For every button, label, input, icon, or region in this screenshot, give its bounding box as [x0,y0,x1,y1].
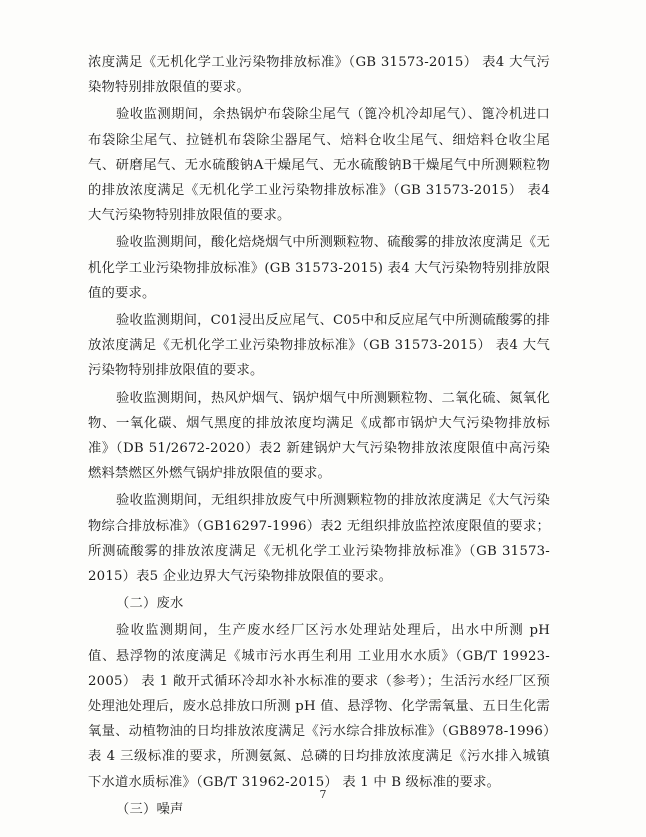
paragraph-leaching-tail-gas: 验收监测期间，C01浸出反应尾气、C05中和反应尾气中所测硫酸雾的排放浓度满足《无机化学工业污染物排放标准》（GB 31573-2015） 表4 大气污染物特别排放限值的要求。 [88,313,550,379]
paragraph-wastewater: 验收监测期间，生产废水经厂区污水处理站处理后，出水中所测 pH 值、悬浮物的浓度满足《城市污水再生利用 工业用水水质》（GB/T 19923-2005） 表 1 敞开式循环冷却水补水标准的要求（参考）；生活污水经厂区预处理池处理后，废水总排放口所测 pH 值、悬浮物、化学需氧量、五日生化需氧量、动植物油的日均排放浓度满足《污水综合排放标准》（GB8978-1996）表 4 三级标准的要求，所测氨氮、总磷的日均排放浓度满足《污水排入城镇下水道水质标准》（GB/T 31962-2015） 表 1 中 B 级标准的要求。 [88,623,550,790]
paragraph-continuation: 浓度满足《无机化学工业污染物排放标准》（GB 31573-2015） 表4 大气污染物特别排放限值的要求。 [88,55,550,96]
paragraph-dust-emissions: 验收监测期间，余热锅炉布袋除尘尾气（篦冷机冷却尾气）、篦冷机进口布袋除尘尾气、拉链机布袋除尘器尾气、焙料仓收尘尾气、细焙料仓收尘尾气、研磨尾气、无水硫酸钠A干燥尾气、无水硫酸钠B干燥尾气中所测颗粒物的排放浓度满足《无机化学工业污染物排放标准》（GB 31573-2015） 表4 大气污染物特别排放限值的要求。 [88,107,550,224]
section-heading-wastewater: （二）废水 [116,596,184,612]
page-number: 7 [319,788,327,801]
document-body [88,50,550,824]
paragraph-fugitive-emissions: 验收监测期间，无组织排放废气中所测颗粒物的排放浓度满足《大气污染物综合排放标准》（GB16297-1996）表2 无组织排放监控浓度限值的要求；所测硫酸雾的排放浓度满足《无机化学工业污染物排放标准》（GB 31573-2015）表5 企业边界大气污染物排放限值的要求。 [88,493,550,585]
section-heading-noise: （三）噪声 [116,801,184,817]
paragraph-boiler-flue-gas: 验收监测期间，热风炉烟气、锅炉烟气中所测颗粒物、二氧化硫、氮氧化物、一氧化碳、烟气黑度的排放浓度均满足《成都市锅炉大气污染物排放标准》（DB 51/2672-2020）表2 新建锅炉大气污染物排放浓度限值中高污染燃料禁燃区外燃气锅炉排放限值的要求。 [88,390,550,482]
paragraph-acid-roasting: 验收监测期间，酸化焙烧烟气中所测颗粒物、硫酸雾的排放浓度满足《无机化学工业污染物排放标准》(GB 31573-2015) 表4 大气污染物特别排放限值的要求。 [88,235,550,301]
